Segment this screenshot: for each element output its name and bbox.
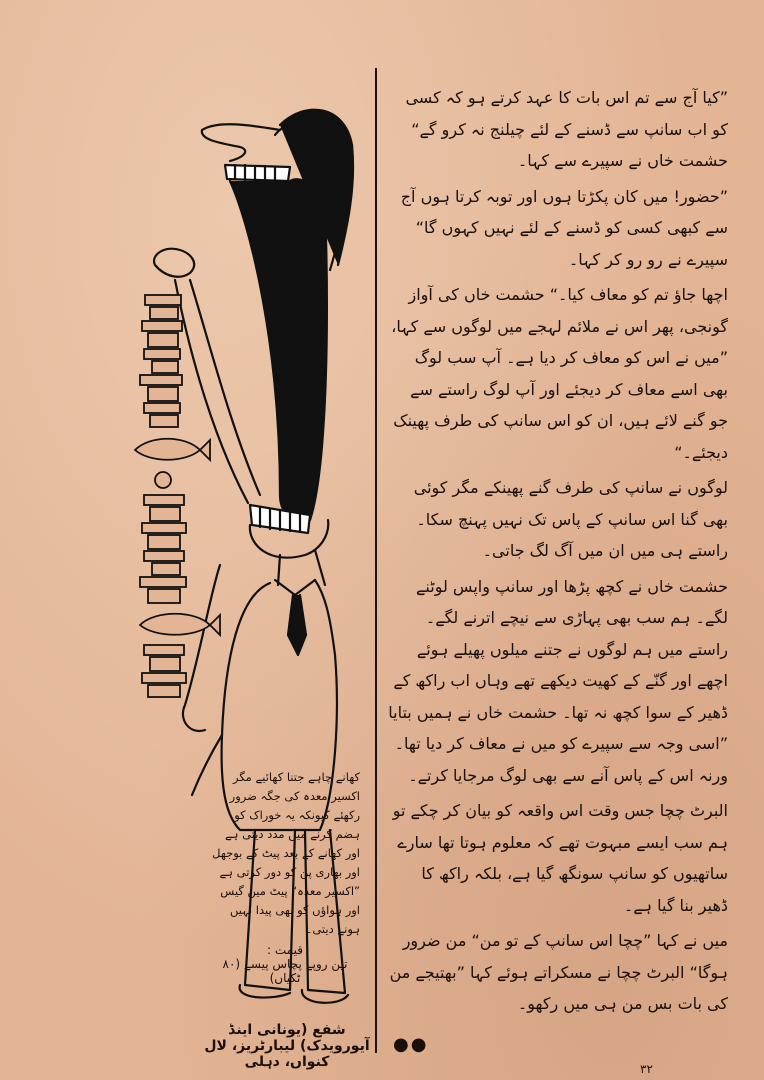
- story-paragraph: میں نے کہا ”چچا اس سانپ کے تو من“ من ضرور ہوگا“ البرٹ چچا نے مسکراتے ہوئے کہا ”بھتیجے من کی بات بس من ہی میں رکھو۔: [389, 931, 728, 1013]
- price-label: قیمت :: [267, 943, 303, 957]
- manufacturer-line: شفع (یونانی اینڈ آیورویدک) لیبارٹریز، لال کنواں، دہلی: [204, 1022, 370, 1070]
- story-paragraph: اچھا جاؤ تم کو معاف کیا۔“ حشمت خاں کی آواز گونجی، پھر اس نے ملائم لہجے میں لوگوں سے کہا، ”میں نے اس کو معاف کر دیا ہے۔ آپ سب لوگ بھی اسے معاف کر دیجئے اور آپ لوگ راستے سے جو گنے لائے ہیں، ان کو اس سانپ کی طرف پھینک دیجئے۔“: [391, 285, 728, 462]
- advert-body: کھانے چاہے جتنا کھائیے مگر اکسیر معدہ کی جگہ ضرور رکھئے کیونکہ یہ خوراک کو ہضم کرنے میں مدد دیتی ہے اور کھانے کے بعد پیٹ کے بوجھل اور بھاری پن کو دور کرتی ہے ”اکسیر معدہ“ پیٹ میں گیس اور ہواؤں کو بھی پیدا نہیں ہونے دیتی۔: [212, 770, 360, 936]
- story-paragraph: لوگوں نے سانپ کی طرف گنے پھینکے مگر کوئی بھی گنا اس سانپ کے پاس تک نہیں پہنچ سکا۔ راستے ہی میں ان میں آگ لگ جاتی۔: [413, 478, 728, 560]
- story-paragraph: البرٹ چچا جس وقت اس واقعہ کو بیان کر چکے تو ہم سب ایسے مبہوت تھے کہ معلوم ہوتا تھا سارے ساتھیوں کو سانپ سونگھ گیا ہے، بلکہ راکھ کا ڈھیر بنا گیا ہے۔: [392, 801, 728, 915]
- advertisement-text: [210, 768, 360, 985]
- page-number: ۳۲: [640, 1062, 653, 1076]
- story-paragraph: ”حضور! میں کان پکڑتا ہوں اور توبہ کرتا ہوں آج سے کبھی کسی کو ڈسنے کے لئے نہیں کہوں گا“ سپیرے نے رو رو کر کہا۔: [400, 186, 728, 269]
- end-dots: ●●: [393, 1034, 429, 1055]
- story-paragraph: ”کیا آج سے تم اس بات کا عہد کرتے ہو کہ کسی کو اب سانپ سے ڈسنے کے لئے چیلنج نہ کرو گے“ حشمت خاں نے سپیرے سے کہا۔: [405, 88, 728, 170]
- story-paragraph: حشمت خاں نے کچھ پڑھا اور سانپ واپس لوٹنے لگے۔ ہم سب بھی پہاڑی سے نیچے اترنے لگے۔ راستے میں ہم لوگوں نے جتنے میلوں پھیلے ہوئے اچھے اور گنّے کے کھیت دیکھے تھے وہاں اب راکھ کے ڈھیر کے سوا کچھ نہ تھا۔ حشمت خاں نے ہمیں بتایا ”اسی وجہ سے سپیرے کو میں نے معاف کر دیا تھا۔ ورنہ اس کے پاس آنے سے بھی لوگ مرجایا کرتے۔: [388, 576, 728, 785]
- column-divider: [375, 68, 377, 1053]
- price-value: تین روپے پچاس پیسے (۸۰ ٹکیاں): [222, 957, 348, 985]
- story-column: [388, 82, 728, 1024]
